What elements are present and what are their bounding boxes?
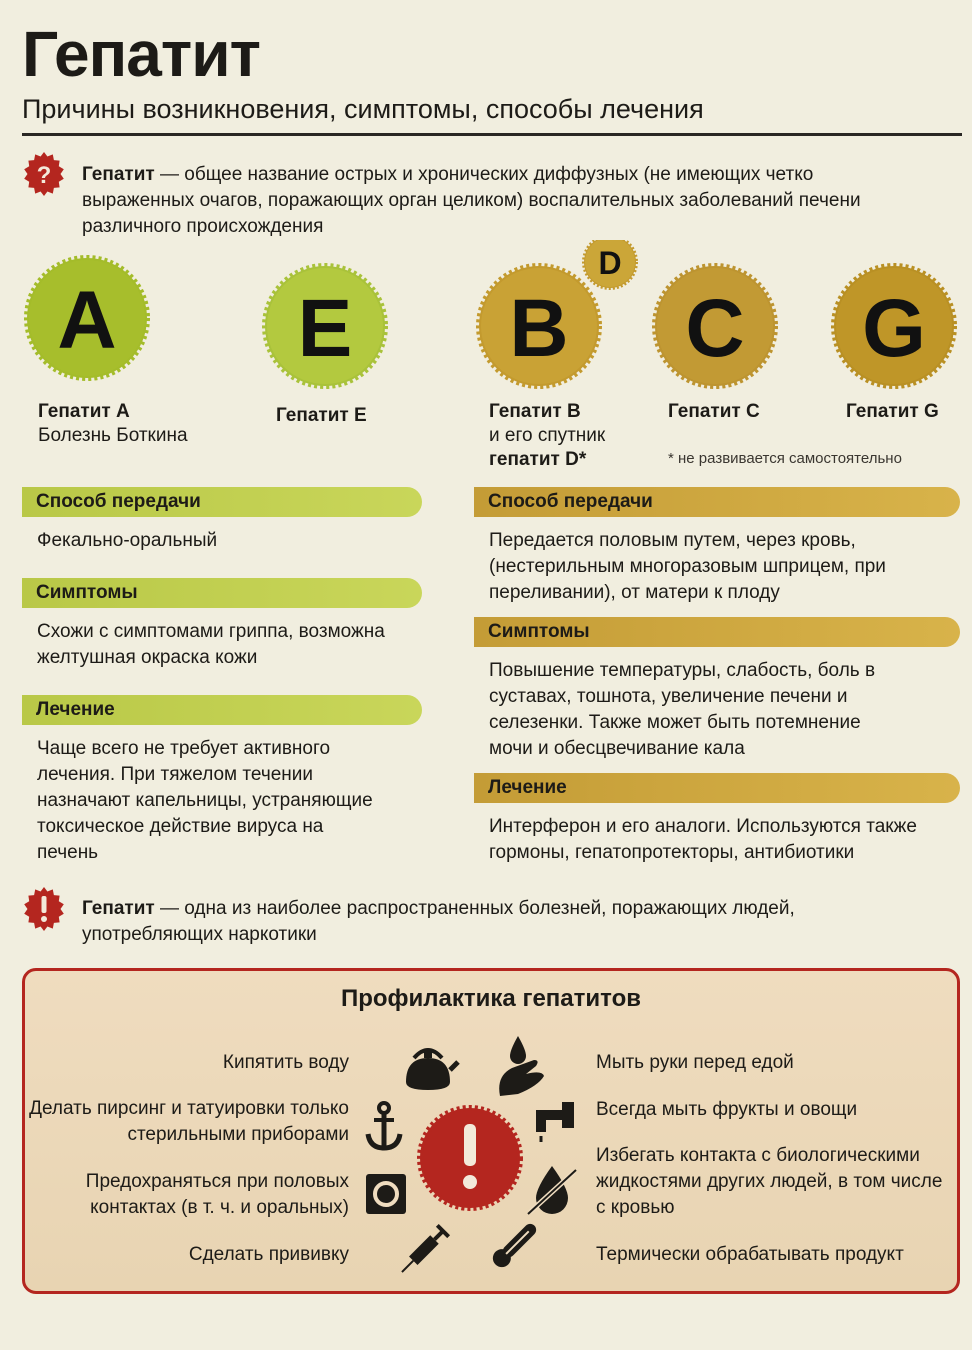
seal-g [834, 266, 954, 386]
condom-icon [366, 1174, 406, 1214]
left-transmission-header: Способ передачи [22, 487, 422, 517]
caption-g: Гепатит G [846, 401, 939, 422]
caption-b [489, 400, 605, 472]
left-symptoms-header: Симптомы [22, 578, 422, 608]
intro-term: Гепатит [82, 164, 155, 185]
seal-c-letter: C [685, 283, 745, 374]
footnote: * не развивается самостоятельно [668, 450, 902, 467]
seal-d-letter: D [598, 245, 622, 281]
caption-a [38, 400, 188, 448]
right-symptoms-text: Повышение температуры, слабость, боль в суставах, тошнота, увеличение печени и селезенки. Также может быть потемнение мочи и обесцвечивание кала [489, 660, 876, 759]
prevention-left-1: Кипятить воду [222, 1052, 349, 1073]
prevention-title: Профилактика гепатитов [340, 985, 641, 1012]
prevention-right-4: Термически обрабатывать продукт [596, 1244, 904, 1265]
right-treatment-header: Лечение [474, 773, 960, 803]
syringe-icon [396, 1225, 448, 1277]
right-treatment-text: Интерферон и его аналоги. Используются также гормоны, гепатопротекторы, антибиотики [489, 816, 917, 863]
anchor-icon [368, 1103, 400, 1148]
exclamation-icon [22, 887, 66, 931]
prevention-right-3: Избегать контакта с биологическими жидкостями других людей, в том числе с кровью [596, 1145, 943, 1218]
seal-e-letter: E [297, 283, 353, 374]
caption-e: Гепатит Е [276, 405, 367, 426]
caption-b-d: гепатит D* [489, 449, 587, 470]
left-treatment-text: Чаще всего не требует активного лечения. При тяжелом течении назначают капельницы, устраняющие токсическое действие вируса на печень [37, 738, 373, 863]
left-transmission-text: Фекально-оральный [37, 530, 218, 551]
seal-b-letter: B [509, 283, 569, 374]
warning-definition: — одна из наиболее распространенных болезней, поражающих людей, употребляющих наркотики [82, 898, 795, 945]
wash-hands-icon [499, 1036, 544, 1096]
seal-c [655, 266, 775, 386]
kettle-icon [406, 1050, 458, 1090]
caption-a-title: Гепатит А [38, 401, 130, 422]
seal-b [479, 266, 599, 386]
header-divider [22, 133, 962, 136]
center-exclamation-icon [420, 1108, 520, 1208]
prevention-right-2: Всегда мыть фрукты и овощи [596, 1099, 858, 1120]
prevention-left-3: Предохраняться при половых контактах (в т. ч. и оральных) [85, 1171, 349, 1218]
right-transmission-text: Передается половым путем, через кровь, (нестерильным многоразовым шприцем, при переливании), от матери к плоду [489, 530, 886, 603]
page-title: Гепатит [22, 18, 260, 90]
prevention-left-4: Сделать прививку [188, 1244, 349, 1265]
left-treatment-header: Лечение [22, 695, 422, 725]
warning-text [82, 896, 882, 948]
svg-text:?: ? [36, 162, 52, 189]
page-subtitle: Причины возникновения, симптомы, способы лечения [22, 94, 704, 124]
caption-c: Гепатит С [668, 401, 760, 422]
seal-a-letter: A [57, 275, 117, 366]
hepatitis-type-seals [0, 240, 972, 400]
intro-text [82, 162, 872, 240]
caption-b-subtitle: и его спутник [489, 425, 606, 446]
faucet-icon [536, 1102, 574, 1142]
intro-definition: — общее название острых и хронических диффузных (не имеющих четко выраженных очагов, поражающих орган целиком) воспалительных заболеваний печени различного происхождения [82, 164, 861, 237]
seal-e [265, 266, 385, 386]
seal-g-letter: G [862, 283, 926, 374]
seal-d-badge [584, 240, 636, 288]
right-symptoms-header: Симптомы [474, 617, 960, 647]
prevention-left-2: Делать пирсинг и татуировки только стерильными приборами [29, 1098, 349, 1145]
question-icon [22, 152, 66, 196]
left-symptoms-text: Схожи с симптомами гриппа, возможна желтушная окраска кожи [37, 621, 385, 668]
prevention-right-1: Мыть руки перед едой [596, 1052, 794, 1073]
caption-b-title: Гепатит В [489, 401, 581, 422]
warning-term: Гепатит [82, 898, 155, 919]
no-blood-icon [528, 1166, 576, 1214]
prevention-icons [360, 1030, 590, 1280]
thermometer-icon [489, 1219, 541, 1271]
seal-a [27, 258, 147, 378]
right-transmission-header: Способ передачи [474, 487, 960, 517]
caption-a-subtitle: Болезнь Боткина [38, 425, 188, 446]
